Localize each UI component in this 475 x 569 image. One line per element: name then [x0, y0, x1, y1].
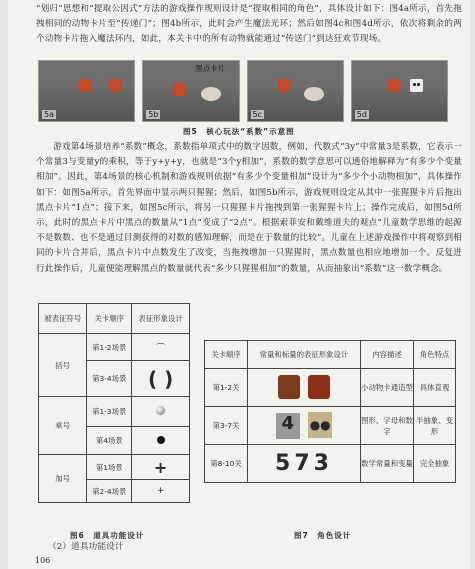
table-cell: 具体直观 — [414, 369, 456, 407]
black-dot-card-callout: 黑点卡片 — [195, 64, 226, 73]
figure-6-caption: 图6 道具功能设计 — [70, 531, 145, 540]
panel-label: 5a — [44, 110, 54, 119]
dot-icon-solid — [132, 427, 190, 455]
symbol-multiply: 乘号 — [39, 397, 87, 455]
table-cell: 第4场景 — [87, 427, 132, 455]
table-cell: 图形、字母和数字 — [361, 407, 414, 445]
figure-7-table — [204, 340, 456, 483]
table-cell: 第2-4场景 — [87, 480, 132, 503]
dot-icon-shaded — [132, 397, 190, 427]
section-heading: （2）道具功能设计 — [48, 542, 124, 552]
bracket-icon-small: ⌒ — [132, 334, 190, 361]
figure-6-table — [38, 303, 190, 503]
number-cards-image: 573 — [248, 445, 361, 483]
figure-5c-panel — [247, 60, 344, 122]
ape-card — [79, 79, 92, 92]
page-number: 106 — [35, 556, 51, 565]
table-cell: 数学常量和变量 — [361, 445, 414, 483]
animal-cards-image — [248, 369, 361, 407]
header-design: 常量和标量的表征形象设计 — [248, 341, 361, 369]
page — [8, 0, 470, 569]
table-cell: 小动物卡通造型 — [361, 369, 414, 407]
shape-cards-image: 4 ●● — [248, 407, 361, 445]
figure-5a-panel — [38, 60, 135, 122]
table-cell: 第1-2场景 — [87, 334, 132, 361]
black-dot-card — [410, 79, 423, 92]
symbol-bracket: 括号 — [39, 334, 87, 397]
ape-card — [173, 83, 186, 96]
table-cell: 第1-3场景 — [87, 397, 132, 427]
ape-card — [278, 79, 291, 92]
body-paragraph: 游戏第4场景培养“系数”概念，系数指单项式中的数字因数，例如，代数式“3y”中常量3是系数，它表示一个常量3与变量y的乘积，等于y+y+y，也就是“3个y相加”，系数的数学意思可以通俗地解释为“有多少个变量相加”。因此，第4场景的核心机制和游戏规则依据“有多少个变量相加”设计为“多少个小动物相加”，具体操作如下：如图5a所示，首先界面中显示两只猩猩；然后，如图5b所示，游戏规则设定从其中一张猩猩卡片后拖出黑点卡片“1点”；接下来，如图5c所示，将另一只猩猩卡片拖拽到第一张猩猩卡片上；操作完成后，如图5d所示，此时的黑点卡片中黑点的数量从“1点”变成了“2点”。根据索菲安和戴维道夫的观点“儿童数学思维的起源不是数数、也不是通过目测获得的对数的感知理解，而是在于数量的比较”。儿童在上述游戏操作中将观察到相同的卡片合并后，黑点卡片中点数发生了改变，当拖拽增加一只猩猩时，黑点数量也相应地增加一个。反复进行此操作后，儿童便能理解黑点的数量就代表“多少只猩猩相加”的数量，从而抽象出“系数”这一数学概念。 — [36, 142, 462, 274]
header-design: 表征形象设计 — [132, 304, 190, 334]
header-order: 关卡顺序 — [87, 304, 132, 334]
hand-icon — [304, 87, 324, 101]
header-order: 关卡顺序 — [205, 341, 248, 369]
figure-5-caption: 图5 核心玩法“系数”示意图 — [183, 127, 295, 136]
header-symbol: 被表征符号 — [39, 304, 87, 334]
intro-paragraph: “划归”思想和“提取公因式”方法的游戏操作规则设计是“提取相同的角色”，具体设计如下：图4a所示，首先拖拽相同的动物卡片至“传递门”；图4b所示，此时会产生魔法光环；然后如图4c和图4d所示，依次将剩余的两个动物卡片拖入魔法环内，如此，本关卡中的所有动物就能通过“传送门”到达狂欢节现场。 — [36, 4, 462, 45]
table-cell: 第3-7关 — [205, 407, 248, 445]
figure-5 — [38, 60, 448, 122]
ape-card — [388, 79, 401, 92]
plus-icon-small: + — [132, 480, 190, 503]
bracket-icon-large: ( ) — [132, 361, 190, 397]
figure-7-caption: 图7 角色设计 — [294, 531, 352, 540]
table-cell: 第1-2关 — [205, 369, 248, 407]
plus-icon-large: + — [132, 455, 190, 480]
panel-label: 5d — [356, 110, 367, 119]
ape-card — [109, 79, 122, 92]
table-cell: 第3-4场景 — [87, 361, 132, 397]
header-desc: 内容描述 — [361, 341, 414, 369]
table-cell: 第1场景 — [87, 455, 132, 480]
panel-label: 5b — [148, 110, 159, 119]
symbol-plus: 加号 — [39, 455, 87, 503]
header-trait: 角色特点 — [414, 341, 456, 369]
table-cell: 半抽象、变形 — [414, 407, 456, 445]
figure-5d-panel — [351, 60, 448, 122]
table-cell: 第8-10关 — [205, 445, 248, 483]
table-cell: 完全抽象 — [414, 445, 456, 483]
panel-label: 5c — [252, 110, 262, 119]
figure-5b-panel — [142, 60, 239, 122]
